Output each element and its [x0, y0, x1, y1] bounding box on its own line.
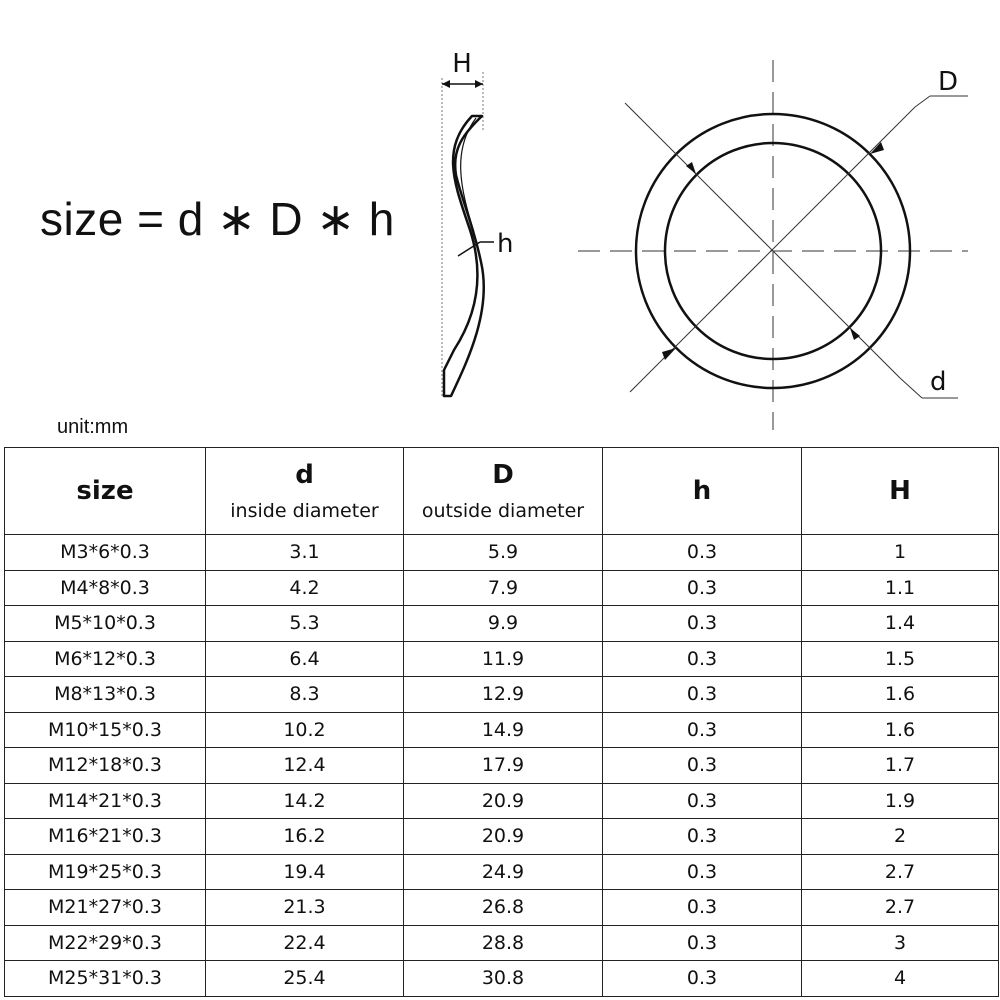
table-cell: 8.3: [206, 677, 404, 713]
table-cell: 3: [802, 925, 999, 961]
outer-diameter-label: D: [938, 67, 959, 97]
table-cell: M10*15*0.3: [5, 712, 206, 748]
table-cell: 4.2: [206, 570, 404, 606]
table-cell: 0.3: [603, 925, 802, 961]
table-cell: 6.4: [206, 641, 404, 677]
table-cell: 1.7: [802, 748, 999, 784]
table-cell: 1.6: [802, 677, 999, 713]
table-cell: 0.3: [603, 570, 802, 606]
table-cell: 21.3: [206, 890, 404, 926]
table-cell: 22.4: [206, 925, 404, 961]
table-cell: 1.1: [802, 570, 999, 606]
table-cell: M21*27*0.3: [5, 890, 206, 926]
table-cell: 11.9: [404, 641, 603, 677]
height-label: H: [452, 49, 472, 79]
table-row: [5, 890, 999, 926]
table-row: [5, 925, 999, 961]
table-row: [5, 641, 999, 677]
table-cell: 20.9: [404, 783, 603, 819]
table-cell: 1.9: [802, 783, 999, 819]
table-cell: 1.4: [802, 606, 999, 642]
table-cell: 30.8: [404, 961, 603, 997]
table-row: [5, 677, 999, 713]
table-cell: 0.3: [603, 854, 802, 890]
table-row: [5, 783, 999, 819]
table-cell: 25.4: [206, 961, 404, 997]
table-cell: 0.3: [603, 961, 802, 997]
table-cell: 14.2: [206, 783, 404, 819]
table-row: [5, 854, 999, 890]
table-cell: 0.3: [603, 819, 802, 855]
table-cell: 17.9: [404, 748, 603, 784]
table-row: [5, 819, 999, 855]
table-row: [5, 606, 999, 642]
table-cell: M5*10*0.3: [5, 606, 206, 642]
table-cell: 0.3: [603, 606, 802, 642]
thickness-label: h: [497, 229, 514, 259]
header-height: H: [802, 448, 999, 535]
header-size: size: [5, 448, 206, 535]
header-outside-diameter: D outside diameter: [404, 448, 603, 535]
table-cell: 7.9: [404, 570, 603, 606]
table-cell: 0.3: [603, 890, 802, 926]
table-cell: 2.7: [802, 890, 999, 926]
table-cell: 1: [802, 535, 999, 571]
table-cell: 5.3: [206, 606, 404, 642]
table-row: [5, 712, 999, 748]
header-inside-diameter: d inside diameter: [206, 448, 404, 535]
table-cell: 24.9: [404, 854, 603, 890]
table-cell: 1.6: [802, 712, 999, 748]
table-cell: 0.3: [603, 712, 802, 748]
table-row: [5, 535, 999, 571]
table-cell: M8*13*0.3: [5, 677, 206, 713]
table-row: [5, 961, 999, 997]
table-cell: 0.3: [603, 677, 802, 713]
table-cell: 28.8: [404, 925, 603, 961]
table-row: [5, 570, 999, 606]
header-row: [5, 448, 999, 535]
table-cell: M6*12*0.3: [5, 641, 206, 677]
table-cell: 0.3: [603, 641, 802, 677]
table-cell: 20.9: [404, 819, 603, 855]
table-cell: M25*31*0.3: [5, 961, 206, 997]
size-formula: size = d ∗ D ∗ h: [40, 193, 395, 245]
table-cell: M3*6*0.3: [5, 535, 206, 571]
table-cell: 14.9: [404, 712, 603, 748]
inner-diameter-label: d: [930, 367, 947, 397]
table-cell: M12*18*0.3: [5, 748, 206, 784]
table-cell: 0.3: [603, 535, 802, 571]
table-cell: M22*29*0.3: [5, 925, 206, 961]
size-table: [4, 447, 999, 997]
table-cell: 0.3: [603, 748, 802, 784]
table-cell: 1.5: [802, 641, 999, 677]
header-thickness: h: [603, 448, 802, 535]
table-cell: M19*25*0.3: [5, 854, 206, 890]
table-cell: M14*21*0.3: [5, 783, 206, 819]
table-cell: 10.2: [206, 712, 404, 748]
table-cell: M16*21*0.3: [5, 819, 206, 855]
table-cell: 26.8: [404, 890, 603, 926]
table-cell: 9.9: [404, 606, 603, 642]
table-cell: 16.2: [206, 819, 404, 855]
table-cell: 3.1: [206, 535, 404, 571]
front-view-diagram: [0, 0, 1000, 440]
unit-label: unit:mm: [57, 416, 129, 438]
table-cell: 19.4: [206, 854, 404, 890]
table-cell: 0.3: [603, 783, 802, 819]
table-cell: M4*8*0.3: [5, 570, 206, 606]
table-cell: 12.9: [404, 677, 603, 713]
table-cell: 2.7: [802, 854, 999, 890]
table-cell: 2: [802, 819, 999, 855]
table-cell: 12.4: [206, 748, 404, 784]
table-cell: 5.9: [404, 535, 603, 571]
table-cell: 4: [802, 961, 999, 997]
table-row: [5, 748, 999, 784]
